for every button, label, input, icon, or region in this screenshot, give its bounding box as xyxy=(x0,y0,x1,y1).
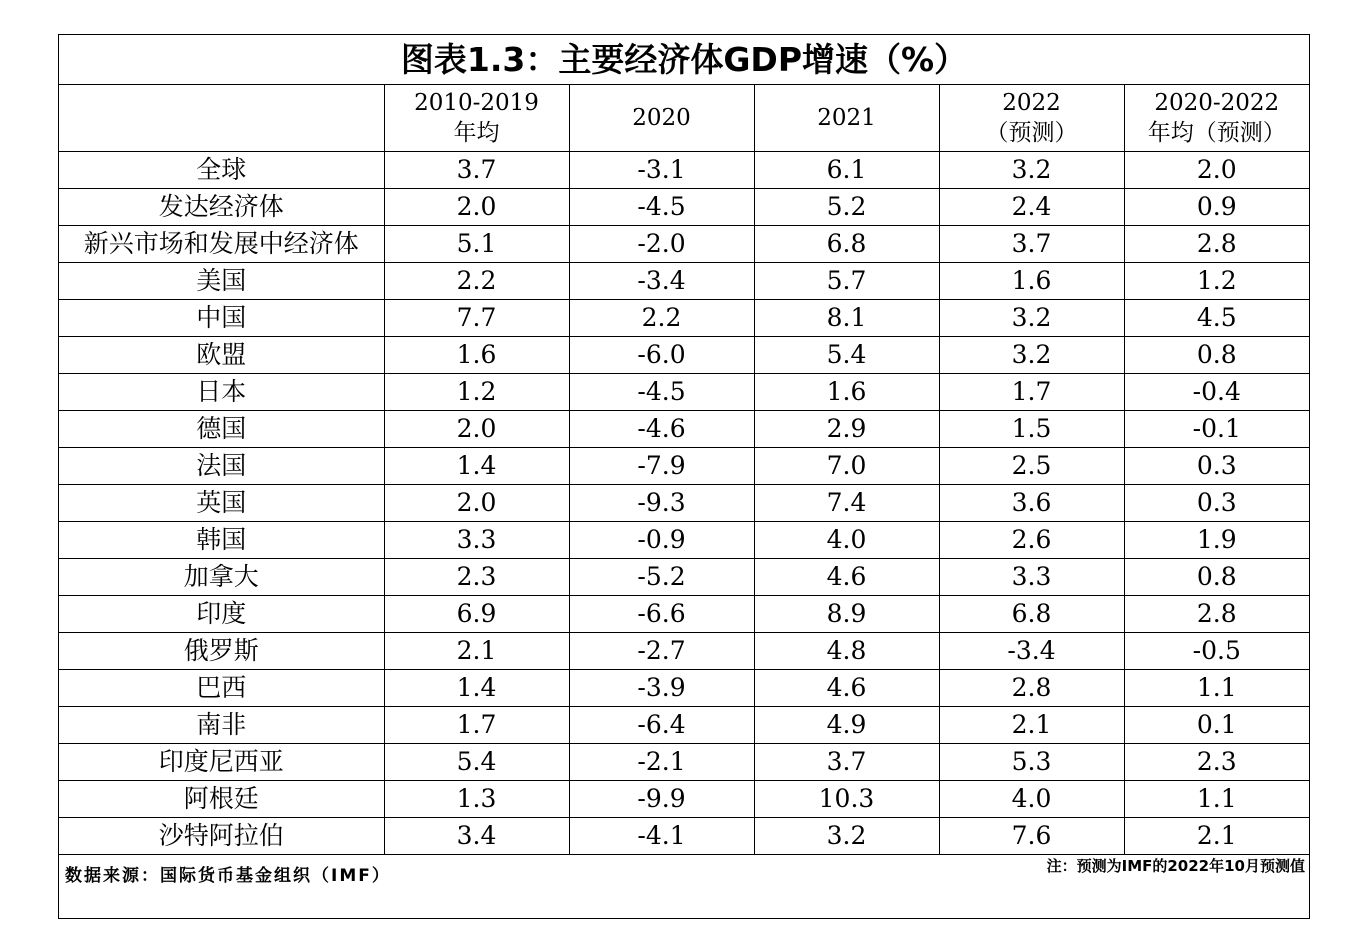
growth-value: 1.3 xyxy=(384,781,569,818)
growth-value: 7.6 xyxy=(939,818,1124,855)
growth-value: 1.5 xyxy=(939,411,1124,448)
growth-value: 2.6 xyxy=(939,522,1124,559)
growth-value: 2.0 xyxy=(384,485,569,522)
growth-value: 0.8 xyxy=(1124,559,1309,596)
header-cell-economy xyxy=(59,85,384,152)
economy-name: 俄罗斯 xyxy=(59,633,384,670)
table-row xyxy=(59,189,1309,226)
table-row xyxy=(59,485,1309,522)
growth-value: -2.7 xyxy=(569,633,754,670)
growth-value: 1.2 xyxy=(384,374,569,411)
table-row xyxy=(59,226,1309,263)
table-row xyxy=(59,448,1309,485)
growth-value: 2.8 xyxy=(939,670,1124,707)
economy-name: 印度 xyxy=(59,596,384,633)
growth-value: 2.9 xyxy=(754,411,939,448)
economy-name: 美国 xyxy=(59,263,384,300)
growth-value: 6.9 xyxy=(384,596,569,633)
growth-value: -3.4 xyxy=(569,263,754,300)
footnote: 注：预测为IMF的2022年10月预测值 xyxy=(1046,857,1305,875)
economy-name: 印度尼西亚 xyxy=(59,744,384,781)
table-row xyxy=(59,633,1309,670)
economy-name: 欧盟 xyxy=(59,337,384,374)
table-row xyxy=(59,818,1309,855)
growth-value: 3.4 xyxy=(384,818,569,855)
growth-value: 2.0 xyxy=(384,189,569,226)
growth-value: -9.9 xyxy=(569,781,754,818)
growth-value: 3.7 xyxy=(384,152,569,189)
growth-value: -6.0 xyxy=(569,337,754,374)
growth-value: 2.8 xyxy=(1124,596,1309,633)
economy-name: 英国 xyxy=(59,485,384,522)
economy-name: 沙特阿拉伯 xyxy=(59,818,384,855)
growth-value: 8.1 xyxy=(754,300,939,337)
growth-value: 3.3 xyxy=(384,522,569,559)
economy-name: 发达经济体 xyxy=(59,189,384,226)
growth-value: -0.5 xyxy=(1124,633,1309,670)
data-source: 数据来源：国际货币基金组织（IMF） xyxy=(65,866,391,886)
growth-value: 4.9 xyxy=(754,707,939,744)
growth-value: -0.4 xyxy=(1124,374,1309,411)
growth-value: 4.6 xyxy=(754,559,939,596)
growth-value: -9.3 xyxy=(569,485,754,522)
growth-value: 2.0 xyxy=(1124,152,1309,189)
growth-value: -5.2 xyxy=(569,559,754,596)
growth-value: -2.1 xyxy=(569,744,754,781)
growth-value: 2.1 xyxy=(939,707,1124,744)
economy-name: 新兴市场和发展中经济体 xyxy=(59,226,384,263)
table-row xyxy=(59,781,1309,818)
growth-value: 1.7 xyxy=(384,707,569,744)
table-row xyxy=(59,374,1309,411)
growth-value: 2.5 xyxy=(939,448,1124,485)
growth-value: 1.9 xyxy=(1124,522,1309,559)
table-row xyxy=(59,152,1309,189)
economy-name: 日本 xyxy=(59,374,384,411)
growth-value: 3.2 xyxy=(939,152,1124,189)
growth-value: 2.2 xyxy=(569,300,754,337)
economy-name: 全球 xyxy=(59,152,384,189)
growth-value: 0.3 xyxy=(1124,485,1309,522)
growth-value: 10.3 xyxy=(754,781,939,818)
growth-value: 3.7 xyxy=(754,744,939,781)
table-figure xyxy=(58,34,1310,919)
economy-name: 阿根廷 xyxy=(59,781,384,818)
growth-value: 0.1 xyxy=(1124,707,1309,744)
growth-value: 3.7 xyxy=(939,226,1124,263)
economy-name: 巴西 xyxy=(59,670,384,707)
economy-name: 南非 xyxy=(59,707,384,744)
growth-value: -3.4 xyxy=(939,633,1124,670)
growth-value: 2.3 xyxy=(384,559,569,596)
growth-value: 5.7 xyxy=(754,263,939,300)
growth-value: -3.1 xyxy=(569,152,754,189)
header-row xyxy=(59,85,1309,152)
growth-value: -4.1 xyxy=(569,818,754,855)
growth-value: 3.2 xyxy=(939,300,1124,337)
growth-value: 3.6 xyxy=(939,485,1124,522)
growth-value: 1.4 xyxy=(384,670,569,707)
header-cell: 2021 xyxy=(754,85,939,152)
growth-value: 5.4 xyxy=(754,337,939,374)
growth-value: 1.1 xyxy=(1124,781,1309,818)
growth-value: 7.4 xyxy=(754,485,939,522)
growth-value: -6.6 xyxy=(569,596,754,633)
growth-value: 6.1 xyxy=(754,152,939,189)
growth-value: 0.9 xyxy=(1124,189,1309,226)
growth-value: 5.4 xyxy=(384,744,569,781)
growth-value: 1.6 xyxy=(384,337,569,374)
table-row xyxy=(59,337,1309,374)
growth-value: 3.2 xyxy=(754,818,939,855)
table-row xyxy=(59,263,1309,300)
figure-title: 图表1.3：主要经济体GDP增速（%） xyxy=(59,35,1309,85)
growth-value: 5.1 xyxy=(384,226,569,263)
growth-value: 1.6 xyxy=(754,374,939,411)
growth-value: -0.1 xyxy=(1124,411,1309,448)
growth-value: -4.5 xyxy=(569,189,754,226)
growth-value: 2.8 xyxy=(1124,226,1309,263)
economy-name: 法国 xyxy=(59,448,384,485)
growth-value: 2.1 xyxy=(384,633,569,670)
growth-value: -4.5 xyxy=(569,374,754,411)
growth-value: 4.8 xyxy=(754,633,939,670)
growth-value: -7.9 xyxy=(569,448,754,485)
growth-value: 1.2 xyxy=(1124,263,1309,300)
table-row xyxy=(59,670,1309,707)
growth-value: 0.8 xyxy=(1124,337,1309,374)
growth-value: 4.6 xyxy=(754,670,939,707)
growth-value: 6.8 xyxy=(939,596,1124,633)
table-row xyxy=(59,559,1309,596)
growth-value: 4.5 xyxy=(1124,300,1309,337)
growth-value: -3.9 xyxy=(569,670,754,707)
growth-value: -4.6 xyxy=(569,411,754,448)
table-row xyxy=(59,411,1309,448)
growth-value: -0.9 xyxy=(569,522,754,559)
economy-name: 德国 xyxy=(59,411,384,448)
growth-value: 2.0 xyxy=(384,411,569,448)
growth-value: 2.4 xyxy=(939,189,1124,226)
growth-value: 2.2 xyxy=(384,263,569,300)
growth-value: 5.2 xyxy=(754,189,939,226)
growth-value: 0.3 xyxy=(1124,448,1309,485)
growth-value: 2.3 xyxy=(1124,744,1309,781)
table-row xyxy=(59,300,1309,337)
header-cell: 2020-2022 年均（预测） xyxy=(1124,85,1309,152)
growth-value: -6.4 xyxy=(569,707,754,744)
economy-name: 韩国 xyxy=(59,522,384,559)
economy-name: 加拿大 xyxy=(59,559,384,596)
growth-value: -2.0 xyxy=(569,226,754,263)
growth-value: 4.0 xyxy=(754,522,939,559)
table-row xyxy=(59,707,1309,744)
header-cell: 2010-2019 年均 xyxy=(384,85,569,152)
growth-value: 3.2 xyxy=(939,337,1124,374)
growth-value: 3.3 xyxy=(939,559,1124,596)
growth-value: 8.9 xyxy=(754,596,939,633)
gdp-growth-table xyxy=(59,85,1309,855)
growth-value: 2.1 xyxy=(1124,818,1309,855)
growth-value: 7.0 xyxy=(754,448,939,485)
economy-name: 中国 xyxy=(59,300,384,337)
growth-value: 6.8 xyxy=(754,226,939,263)
growth-value: 5.3 xyxy=(939,744,1124,781)
table-row xyxy=(59,522,1309,559)
growth-value: 1.1 xyxy=(1124,670,1309,707)
growth-value: 1.6 xyxy=(939,263,1124,300)
header-cell: 2022 （预测） xyxy=(939,85,1124,152)
header-cell: 2020 xyxy=(569,85,754,152)
growth-value: 7.7 xyxy=(384,300,569,337)
growth-value: 1.7 xyxy=(939,374,1124,411)
growth-value: 1.4 xyxy=(384,448,569,485)
table-row xyxy=(59,596,1309,633)
table-row xyxy=(59,744,1309,781)
growth-value: 4.0 xyxy=(939,781,1124,818)
